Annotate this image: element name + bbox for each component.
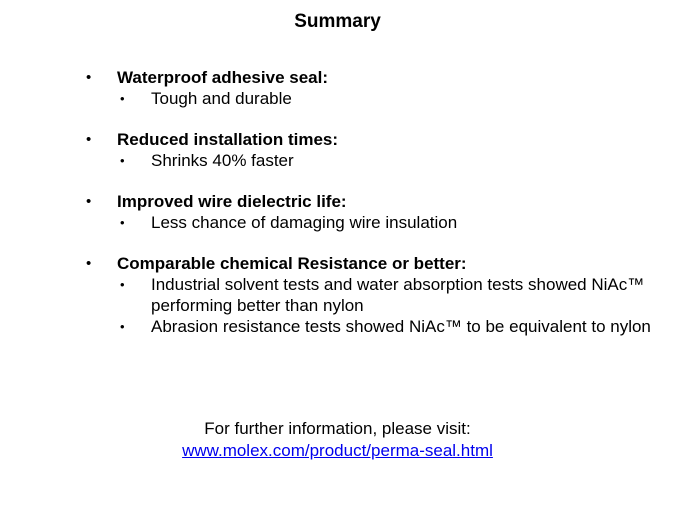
page-title: Summary [294,11,381,32]
bullet-icon: • [86,69,92,86]
list-item-text: Abrasion resistance tests showed NiAc™ to be equivalent to nylon [151,317,651,336]
list-item-text: Tough and durable [151,89,292,108]
summary-section [86,253,656,337]
list-item [120,88,656,109]
section-heading: Comparable chemical Resistance or better: [117,254,467,273]
bullet-icon: • [120,153,125,168]
bullet-icon: • [86,131,92,148]
section-heading-row [86,253,656,274]
list-item [120,212,656,233]
product-link[interactable]: www.molex.com/product/perma-seal.html [182,441,493,460]
bullet-icon: • [120,319,125,334]
list-item-text: Shrinks 40% faster [151,151,294,170]
list-item-text: Less chance of damaging wire insulation [151,213,458,232]
summary-section [86,67,656,109]
sub-list [120,150,656,171]
bullet-icon: • [120,91,125,106]
section-heading-row [86,129,656,150]
summary-list [86,67,656,357]
list-item [120,274,656,316]
list-item-text: Industrial solvent tests and water absorption tests showed NiAc™ performing better than nylon [151,275,645,315]
section-heading: Waterproof adhesive seal: [117,68,328,87]
bullet-icon: • [86,255,92,272]
section-heading-row [86,67,656,88]
bullet-icon: • [120,215,125,230]
list-item [120,316,656,337]
section-heading-row [86,191,656,212]
section-heading: Reduced installation times: [117,130,339,149]
summary-section [86,129,656,171]
summary-section [86,191,656,233]
list-item [120,150,656,171]
bullet-icon: • [120,277,125,292]
bullet-icon: • [86,193,92,210]
sub-list [120,212,656,233]
section-heading: Improved wire dielectric life: [117,192,347,211]
sub-list [120,88,656,109]
footer [0,418,675,462]
sub-list [120,274,656,337]
footer-text: For further information, please visit: [204,419,471,438]
